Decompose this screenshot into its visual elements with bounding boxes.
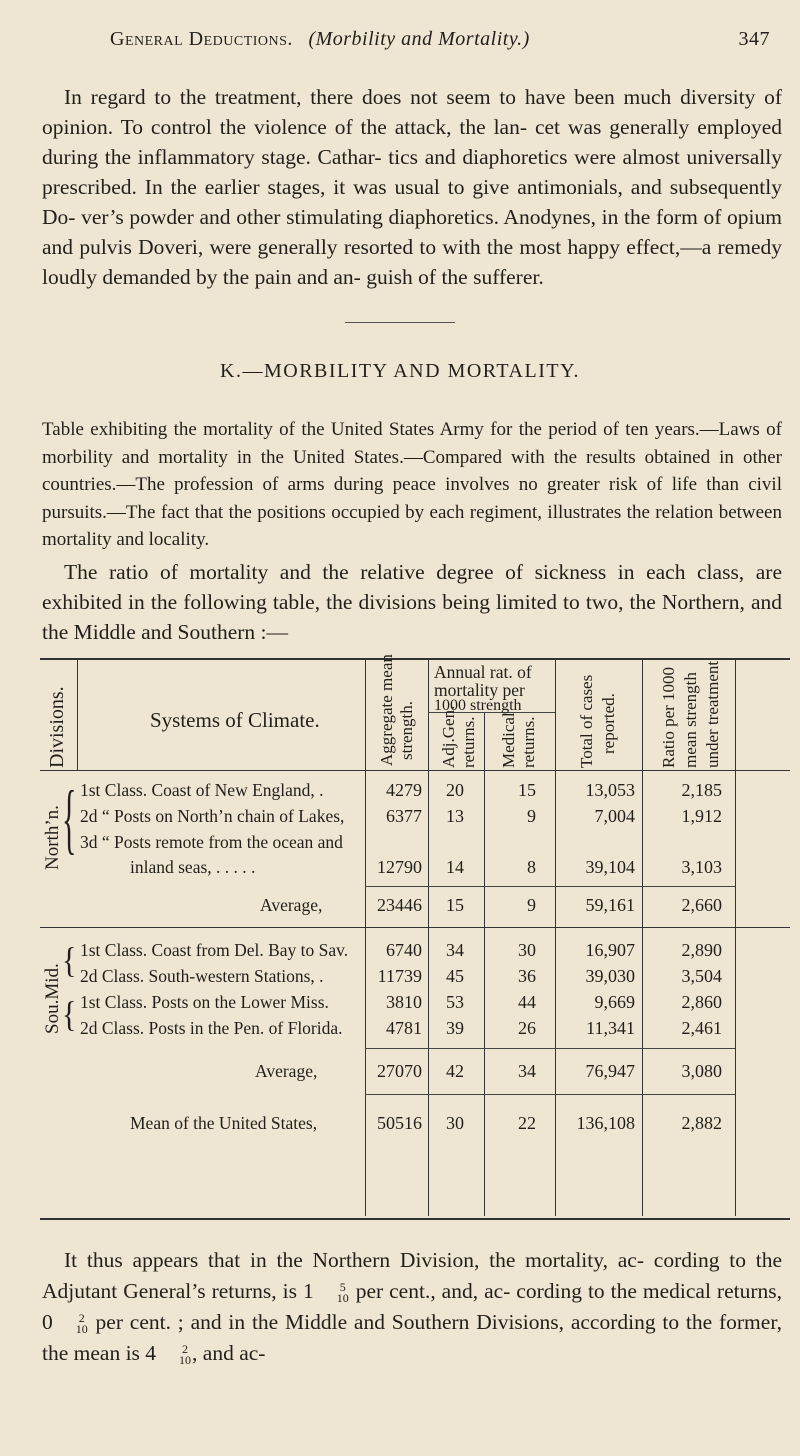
subtotal-rule [365, 1048, 735, 1049]
cell-cases: 39,104 [585, 857, 635, 877]
cell-cases: 13,053 [585, 780, 635, 800]
closing-paragraph [42, 1245, 782, 1369]
row-label: 1st Class. Coast from Del. Bay to Sav. [80, 940, 349, 960]
header-ratio-3: under treatment [703, 660, 722, 768]
cell-adj: 30 [446, 1113, 464, 1133]
ratio-paragraph: The ratio of mortality and the relative degree of sickness in each class, are exhibited in the following table, the divisions being limited to two, the Northern, and the Middle and Southern :— [42, 560, 782, 644]
header-ratio: Ratio per 1000 [659, 666, 678, 768]
cell-ratio: 2,890 [681, 940, 722, 960]
cell-med: 30 [518, 940, 536, 960]
cell-adj: 42 [446, 1061, 464, 1081]
header-adj-gen: Adj.Gen. [439, 705, 458, 768]
row-label: Average, [255, 1061, 318, 1081]
col-sep [484, 712, 485, 1216]
cell-ratio: 2,860 [681, 992, 722, 1012]
closing-text-2: per cent., and, ac- cording to the medical returns, 0 [42, 1279, 782, 1334]
cell-med: 26 [518, 1018, 536, 1038]
header-medical-2: returns. [519, 716, 538, 768]
cell-adj: 15 [446, 895, 464, 915]
header-ratio-2: mean strength [681, 672, 700, 768]
frac-den: 10 [179, 1353, 192, 1368]
cell-med: 22 [518, 1113, 536, 1133]
cell-aggregate: 11739 [377, 966, 422, 986]
cell-aggregate: 50516 [377, 1113, 422, 1133]
intro-paragraph: In regard to the treatment, there does not seem to have been much diversity of opinion. To control the violence of the attack, the lan- cet was generally employed during the inflammatory stage. Cathar- tics and diaphoretics were almost universally prescribed. In the earlier stages, it was usual to give antimonials, and subsequently Do- ver’s powder and other stimulating diaphoretics. Anodynes, in the form of opium and pulvis Doveri, were generally resorted to with the most happy effect,—a remedy loudly demanded by the pain and an- guish of the sufferer. [42, 85, 782, 289]
table-caption: Table exhibiting the mortality of the United States Army for the period of ten years.—Laws of morbility and mortality in the United States.—Compared with the results obtained in other countries.—The profession of arms during peace involves no greater risk of life than civil pursuits.—The fact that the positions occupied by each regiment, illustrates the relation between mortality and locality. [42, 419, 782, 550]
header-aggregate: Aggregate mean [377, 654, 396, 766]
col-sep [555, 660, 556, 1216]
cell-ratio: 3,103 [681, 857, 722, 877]
subtotal-rule [365, 1094, 735, 1095]
cell-adj: 20 [446, 780, 464, 800]
frac-den: 10 [75, 1322, 88, 1337]
col-sep [77, 660, 78, 770]
header-annual-rate-3: 1000 strength [434, 697, 522, 714]
frac-num: 2 [182, 1342, 189, 1357]
cell-aggregate: 4781 [386, 1018, 422, 1038]
cell-ratio: 3,080 [681, 1061, 722, 1081]
header-subtitle: (Morbility and Mortality.) [308, 28, 530, 50]
cell-adj: 13 [446, 806, 464, 826]
cell-aggregate: 27070 [377, 1061, 422, 1081]
cell-cases: 136,108 [576, 1113, 635, 1133]
cell-aggregate: 23446 [377, 895, 422, 915]
cell-adj: 34 [446, 940, 464, 960]
closing-text-1: It thus appears that in the Northern Division, the mortality, ac- cording to the Adjutant General’s returns, is 1 [42, 1248, 782, 1303]
cell-adj: 39 [446, 1018, 464, 1038]
col-sep [642, 660, 643, 1216]
cell-cases: 7,004 [594, 806, 635, 826]
header-total-cases-2: reported. [599, 693, 618, 754]
row-label: 1st Class. Posts on the Lower Miss. [80, 992, 329, 1012]
section-title: K.—MORBILITY AND MORTALITY. [220, 360, 580, 382]
header-annual-rate: Annual rat. of [434, 662, 532, 682]
header-aggregate-2: strength. [397, 700, 416, 760]
header-divisions: Divisions. [46, 686, 68, 768]
fraction [157, 1344, 191, 1366]
cell-aggregate: 4279 [386, 780, 422, 800]
row-label: 3d “ Posts remote from the ocean and [80, 832, 343, 852]
closing-text-3: per cent. ; and in the Middle and Southern Divisions, according to the former, the mean is 4 [42, 1310, 782, 1365]
row-label: 2d “ Posts on North’n chain of Lakes, [80, 806, 345, 826]
cell-med: 9 [527, 895, 536, 915]
cell-ratio: 2,660 [681, 895, 722, 915]
divider [345, 322, 455, 323]
cell-cases: 11,341 [586, 1018, 635, 1038]
subtotal-rule [365, 886, 735, 887]
cell-cases: 76,947 [585, 1061, 635, 1081]
header-total-cases: Total of cases [577, 674, 596, 768]
closing-text-4: , and ac- [192, 1341, 266, 1365]
frac-num: 2 [78, 1311, 85, 1326]
cell-cases: 39,030 [585, 966, 635, 986]
row-label: Mean of the United States, [130, 1113, 318, 1133]
col-sep [735, 660, 736, 1216]
south-division-label: Sou.Mid. [42, 963, 63, 1034]
row-label: Average, [260, 895, 323, 915]
south-brace-1: { [62, 940, 77, 981]
cell-ratio: 3,504 [681, 966, 722, 986]
cell-ratio: 2,461 [681, 1018, 722, 1038]
col-sep [365, 660, 366, 1216]
frac-num: 5 [339, 1280, 346, 1295]
cell-adj: 45 [446, 966, 464, 986]
south-brace-2: { [62, 994, 77, 1035]
fraction [54, 1313, 88, 1335]
cell-med: 34 [518, 1061, 536, 1081]
header-annual-rate-2: mortality per [434, 680, 525, 700]
page-number: 347 [738, 28, 770, 50]
cell-cases: 9,669 [594, 992, 635, 1012]
row-label: 2d Class. Posts in the Pen. of Florida. [80, 1018, 343, 1038]
cell-aggregate: 12790 [377, 857, 422, 877]
cell-ratio: 2,185 [681, 780, 722, 800]
cell-cases: 59,161 [585, 895, 635, 915]
cell-adj: 53 [446, 992, 464, 1012]
row-label: 1st Class. Coast of New England, . [80, 780, 324, 800]
north-brace: { [62, 776, 77, 863]
cell-med: 9 [527, 806, 536, 826]
north-division-label: North’n. [42, 805, 63, 870]
cell-ratio: 1,912 [681, 806, 722, 826]
cell-med: 15 [518, 780, 536, 800]
header-systems: Systems of Climate. [150, 708, 320, 732]
cell-med: 8 [527, 857, 536, 877]
cell-ratio: 2,882 [681, 1113, 722, 1133]
cell-med: 44 [518, 992, 536, 1012]
header-title: General Deductions. [110, 28, 293, 50]
cell-aggregate: 6740 [386, 940, 422, 960]
fraction [315, 1282, 349, 1304]
cell-cases: 16,907 [585, 940, 635, 960]
cell-aggregate: 3810 [386, 992, 422, 1012]
table-top-rule [40, 658, 790, 660]
col-sep [428, 660, 429, 1216]
row-label-cont: inland seas, . . . . . [130, 857, 256, 877]
header-adj-gen-2: returns. [459, 716, 478, 768]
row-label: 2d Class. South-western Stations, . [80, 966, 324, 986]
cell-aggregate: 6377 [386, 806, 422, 826]
cell-adj: 14 [446, 857, 464, 877]
header-medical: Medical [499, 712, 518, 768]
division-rule [40, 927, 790, 928]
cell-med: 36 [518, 966, 536, 986]
frac-den: 10 [336, 1291, 349, 1306]
table-bottom-rule [40, 1218, 790, 1220]
running-header [110, 28, 770, 51]
table-header-rule [40, 770, 790, 771]
